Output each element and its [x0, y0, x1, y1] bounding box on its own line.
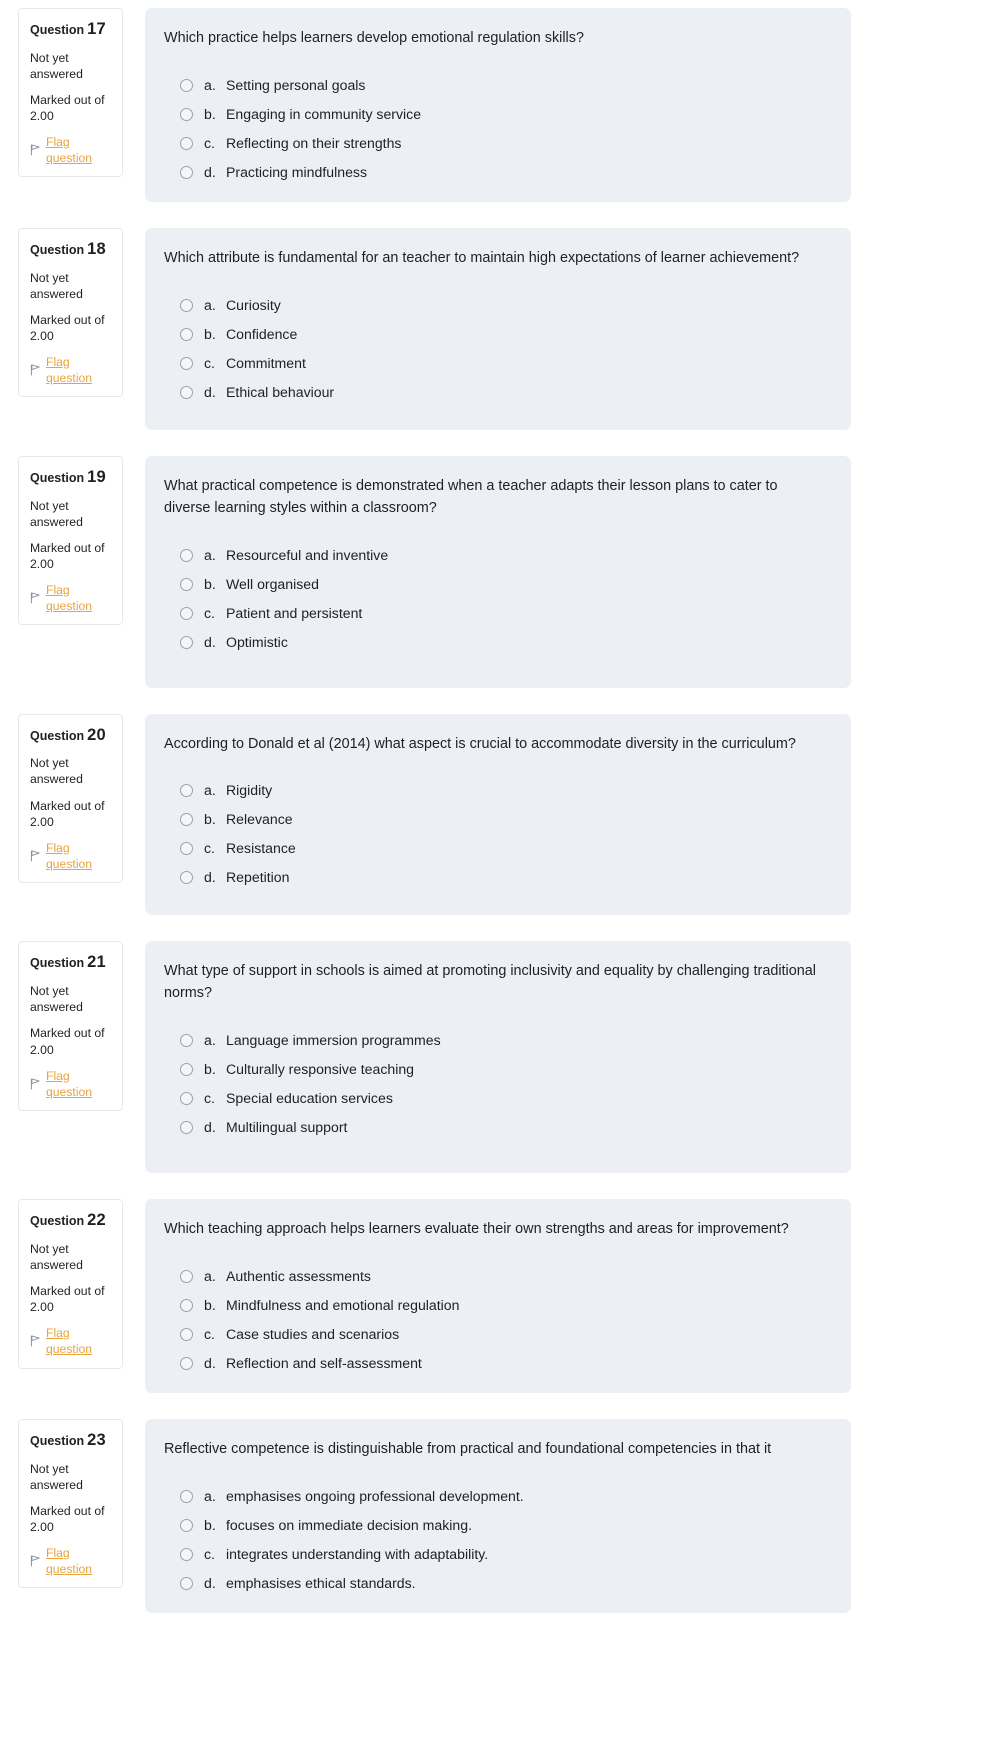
question-status: Not yet answered	[30, 984, 83, 1015]
question-word: Question	[30, 956, 85, 971]
flag-question-row[interactable]	[30, 1325, 112, 1357]
question-marks	[30, 540, 112, 572]
answer-options	[180, 1488, 829, 1591]
question-word: Question	[30, 728, 85, 743]
answer-letter: c.	[204, 1326, 215, 1343]
answer-radio[interactable]	[180, 1063, 193, 1076]
question-block	[0, 8, 982, 202]
answer-text: Resourceful and inventive	[226, 546, 389, 563]
question-number-line	[30, 1430, 112, 1452]
answer-text: Relevance	[226, 811, 293, 828]
answer-option[interactable]	[180, 135, 829, 151]
answer-option[interactable]	[180, 1268, 829, 1284]
answer-radio[interactable]	[180, 842, 193, 855]
answer-letter: b.	[204, 1297, 216, 1314]
answer-radio[interactable]	[180, 1299, 193, 1312]
answer-option[interactable]	[180, 1061, 829, 1077]
answer-letter: b.	[204, 325, 216, 342]
answer-text: Reflecting on their strengths	[226, 134, 402, 151]
question-number: 20	[87, 725, 106, 744]
answer-radio[interactable]	[180, 108, 193, 121]
question-status: Not yet answered	[30, 1461, 83, 1492]
answer-letter: d.	[204, 869, 216, 886]
answer-radio[interactable]	[180, 1092, 193, 1105]
answer-option[interactable]	[180, 384, 829, 400]
flag-icon	[30, 592, 41, 604]
answer-letter: c.	[204, 840, 215, 857]
question-marks	[30, 1283, 112, 1315]
flag-icon	[30, 364, 41, 376]
answer-option[interactable]	[180, 1119, 829, 1135]
answer-text: Language immersion programmes	[226, 1032, 441, 1049]
answer-radio[interactable]	[180, 357, 193, 370]
answer-letter: d.	[204, 163, 216, 180]
answer-letter: c.	[204, 134, 215, 151]
question-text: Which practice helps learners develop emotional regulation skills?	[164, 30, 584, 46]
answer-text: Ethical behaviour	[226, 383, 335, 400]
answer-radio[interactable]	[180, 871, 193, 884]
answer-option[interactable]	[180, 1355, 829, 1371]
answer-radio[interactable]	[180, 79, 193, 92]
question-text: What type of support in schools is aimed at promoting inclusivity and equality by challenging traditional norms?	[164, 963, 816, 1002]
answer-text: focuses on immediate decision making.	[226, 1517, 472, 1534]
question-info-box	[18, 228, 123, 397]
answer-option[interactable]	[180, 355, 829, 371]
question-content-panel	[145, 1419, 851, 1613]
answer-radio[interactable]	[180, 328, 193, 341]
answer-option[interactable]	[180, 1032, 829, 1048]
answer-letter: c.	[204, 1546, 215, 1563]
marks-value: 2.00	[30, 1300, 54, 1315]
marks-prefix: Marked out of	[30, 92, 105, 107]
answer-option[interactable]	[180, 326, 829, 342]
answer-option[interactable]	[180, 547, 829, 563]
question-word: Question	[30, 1434, 85, 1449]
question-word: Question	[30, 242, 85, 257]
question-word: Question	[30, 1214, 85, 1229]
question-info-box	[18, 714, 123, 883]
answer-radio[interactable]	[180, 1490, 193, 1503]
answer-radio[interactable]	[180, 299, 193, 312]
question-status: Not yet answered	[30, 270, 83, 301]
question-content-panel	[145, 456, 851, 688]
question-info-box	[18, 456, 123, 625]
answer-letter: a.	[204, 782, 216, 799]
question-word: Question	[30, 470, 85, 485]
answer-option[interactable]	[180, 106, 829, 122]
answer-letter: a.	[204, 1488, 216, 1505]
answer-text: Commitment	[226, 354, 306, 371]
question-number-line	[30, 1210, 112, 1232]
answer-letter: a.	[204, 1268, 216, 1285]
question-number-line	[30, 239, 112, 261]
answer-text: Setting personal goals	[226, 76, 366, 93]
question-info-box	[18, 941, 123, 1110]
flag-icon	[30, 144, 41, 156]
question-text: According to Donald et al (2014) what aspect is crucial to accommodate diversity in the curriculum?	[164, 735, 796, 752]
answer-letter: b.	[204, 1517, 216, 1534]
question-status: Not yet answered	[30, 756, 83, 787]
answer-option[interactable]	[180, 164, 829, 180]
question-number-line	[30, 725, 112, 747]
answer-radio[interactable]	[180, 1121, 193, 1134]
answer-text: Rigidity	[226, 782, 273, 799]
answer-option[interactable]	[180, 782, 829, 798]
answer-text: Mindfulness and emotional regulation	[226, 1297, 460, 1314]
question-status: Not yet answered	[30, 498, 83, 529]
answer-radio[interactable]	[180, 1034, 193, 1047]
answer-option[interactable]	[180, 1575, 829, 1591]
flag-question-row[interactable]	[30, 1068, 112, 1100]
answer-options	[180, 1032, 829, 1135]
question-number: 21	[87, 953, 106, 972]
answer-radio[interactable]	[180, 1357, 193, 1370]
answer-options	[180, 77, 829, 180]
question-number: 23	[87, 1431, 106, 1450]
answer-radio[interactable]	[180, 1328, 193, 1341]
question-content-panel	[145, 8, 851, 202]
answer-text: Well organised	[226, 575, 319, 592]
flag-question-link[interactable]: Flag question	[46, 1068, 93, 1099]
flag-question-link[interactable]: Flag question	[46, 1546, 93, 1577]
answer-options	[180, 547, 829, 650]
flag-question-link[interactable]: Flag question	[46, 840, 93, 871]
answer-letter: c.	[204, 354, 215, 371]
flag-question-link[interactable]: Flag question	[46, 135, 93, 166]
marks-value: 2.00	[30, 109, 54, 124]
marks-prefix: Marked out of	[30, 1026, 105, 1041]
question-content-panel	[145, 714, 851, 916]
answer-text: Confidence	[226, 325, 298, 342]
marks-prefix: Marked out of	[30, 540, 105, 555]
answer-option[interactable]	[180, 840, 829, 856]
question-marks	[30, 798, 112, 830]
answer-text: Reflection and self-assessment	[226, 1355, 422, 1372]
answer-radio[interactable]	[180, 813, 193, 826]
question-status: Not yet answered	[30, 1242, 83, 1273]
question-content-panel	[145, 941, 851, 1173]
question-text: Reflective competence is distinguishable from practical and foundational competencies in that it	[164, 1441, 772, 1458]
answer-text: Culturally responsive teaching	[226, 1061, 415, 1078]
question-block	[0, 228, 982, 430]
answer-text: Practicing mindfulness	[226, 163, 367, 180]
answer-text: Multilingual support	[226, 1119, 348, 1136]
answer-text: Engaging in community service	[226, 105, 422, 122]
answer-radio[interactable]	[180, 166, 193, 179]
answer-letter: d.	[204, 383, 216, 400]
answer-option[interactable]	[180, 634, 829, 650]
answer-letter: d.	[204, 633, 216, 650]
answer-text: emphasises ethical standards.	[226, 1575, 416, 1592]
answer-option[interactable]	[180, 1517, 829, 1533]
answer-text: Authentic assessments	[226, 1268, 371, 1285]
question-info-box	[18, 1419, 123, 1588]
answer-text: Special education services	[226, 1090, 393, 1107]
answer-letter: a.	[204, 296, 216, 313]
question-marks	[30, 312, 112, 344]
question-number-line	[30, 467, 112, 489]
flag-question-link[interactable]: Flag question	[46, 355, 93, 386]
answer-letter: c.	[204, 1090, 215, 1107]
answer-letter: d.	[204, 1355, 216, 1372]
answer-text: Optimistic	[226, 633, 288, 650]
answer-text: Case studies and scenarios	[226, 1326, 400, 1343]
answer-text: Curiosity	[226, 296, 281, 313]
answer-radio[interactable]	[180, 607, 193, 620]
flag-question-link[interactable]: Flag question	[46, 1326, 93, 1357]
question-content-panel	[145, 228, 851, 430]
flag-question-row[interactable]	[30, 840, 112, 872]
question-text: Which attribute is fundamental for an teacher to maintain high expectations of learner achievement?	[164, 249, 800, 266]
question-number: 17	[87, 20, 106, 38]
question-marks	[30, 1503, 112, 1535]
answer-option[interactable]	[180, 1488, 829, 1504]
question-number: 22	[87, 1211, 106, 1230]
flag-icon	[30, 1078, 41, 1090]
answer-letter: b.	[204, 811, 216, 828]
answer-options	[180, 297, 829, 400]
answer-letter: d.	[204, 1119, 216, 1136]
flag-icon	[30, 850, 41, 862]
question-info-box	[18, 8, 123, 177]
answer-letter: c.	[204, 604, 215, 621]
question-marks	[30, 1025, 112, 1057]
question-number-line	[30, 952, 112, 974]
question-text: What practical competence is demonstrated when a teacher adapts their lesson plans to cater to diverse learning styles within a classroom?	[164, 477, 778, 516]
flag-icon	[30, 1555, 41, 1567]
answer-radio[interactable]	[180, 386, 193, 399]
marks-prefix: Marked out of	[30, 1284, 105, 1299]
flag-icon	[30, 1335, 41, 1347]
flag-question-row[interactable]	[30, 582, 112, 614]
answer-text: Resistance	[226, 840, 296, 857]
flag-question-row[interactable]	[30, 1545, 112, 1577]
answer-text: Patient and persistent	[226, 604, 363, 621]
question-block	[0, 1199, 982, 1393]
flag-question-link[interactable]: Flag question	[46, 582, 93, 614]
answer-radio[interactable]	[180, 1270, 193, 1283]
marks-prefix: Marked out of	[30, 1504, 105, 1519]
question-text: Which teaching approach helps learners evaluate their own strengths and areas for improvement?	[164, 1221, 789, 1238]
answer-letter: b.	[204, 575, 216, 592]
answer-radio[interactable]	[180, 549, 193, 562]
question-info-box	[18, 1199, 123, 1368]
answer-letter: a.	[204, 76, 216, 93]
answer-option[interactable]	[180, 605, 829, 621]
question-block	[0, 714, 982, 916]
answer-radio[interactable]	[180, 578, 193, 591]
answer-letter: b.	[204, 1061, 216, 1078]
answer-letter: d.	[204, 1575, 216, 1592]
answer-option[interactable]	[180, 811, 829, 827]
answer-radio[interactable]	[180, 1519, 193, 1532]
answer-radio[interactable]	[180, 784, 193, 797]
answer-letter: b.	[204, 105, 216, 122]
answer-options	[180, 1268, 829, 1371]
question-status: Not yet answered	[30, 50, 83, 81]
answer-text: integrates understanding with adaptability.	[226, 1546, 489, 1563]
answer-text: Repetition	[226, 869, 290, 886]
question-number: 18	[87, 239, 106, 258]
marks-prefix: Marked out of	[30, 312, 105, 327]
answer-radio[interactable]	[180, 636, 193, 649]
answer-option[interactable]	[180, 869, 829, 885]
answer-radio[interactable]	[180, 137, 193, 150]
marks-value: 2.00	[30, 1520, 54, 1535]
marks-value: 2.00	[30, 814, 54, 829]
marks-value: 2.00	[30, 1042, 54, 1057]
quiz-question-list	[0, 8, 982, 1613]
question-content-panel	[145, 1199, 851, 1393]
question-marks	[30, 92, 112, 124]
answer-letter: a.	[204, 546, 216, 563]
question-number: 19	[87, 467, 106, 486]
answer-option[interactable]	[180, 576, 829, 592]
answer-text: emphasises ongoing professional development.	[226, 1488, 524, 1505]
question-number-line	[30, 19, 112, 41]
answer-letter: a.	[204, 1032, 216, 1049]
marks-value: 2.00	[30, 328, 54, 343]
answer-options	[180, 782, 829, 885]
answer-option[interactable]	[180, 1297, 829, 1313]
answer-option[interactable]	[180, 1090, 829, 1106]
answer-option[interactable]	[180, 1326, 829, 1342]
answer-option[interactable]	[180, 1546, 829, 1562]
question-block	[0, 1419, 982, 1613]
marks-prefix: Marked out of	[30, 798, 105, 813]
question-word: Question	[30, 23, 85, 37]
answer-radio[interactable]	[180, 1548, 193, 1561]
flag-question-row[interactable]	[30, 354, 112, 386]
flag-question-row[interactable]	[30, 134, 112, 166]
marks-value: 2.00	[30, 556, 54, 571]
question-block	[0, 941, 982, 1173]
question-block	[0, 456, 982, 688]
answer-radio[interactable]	[180, 1577, 193, 1590]
answer-option[interactable]	[180, 77, 829, 93]
answer-option[interactable]	[180, 297, 829, 313]
